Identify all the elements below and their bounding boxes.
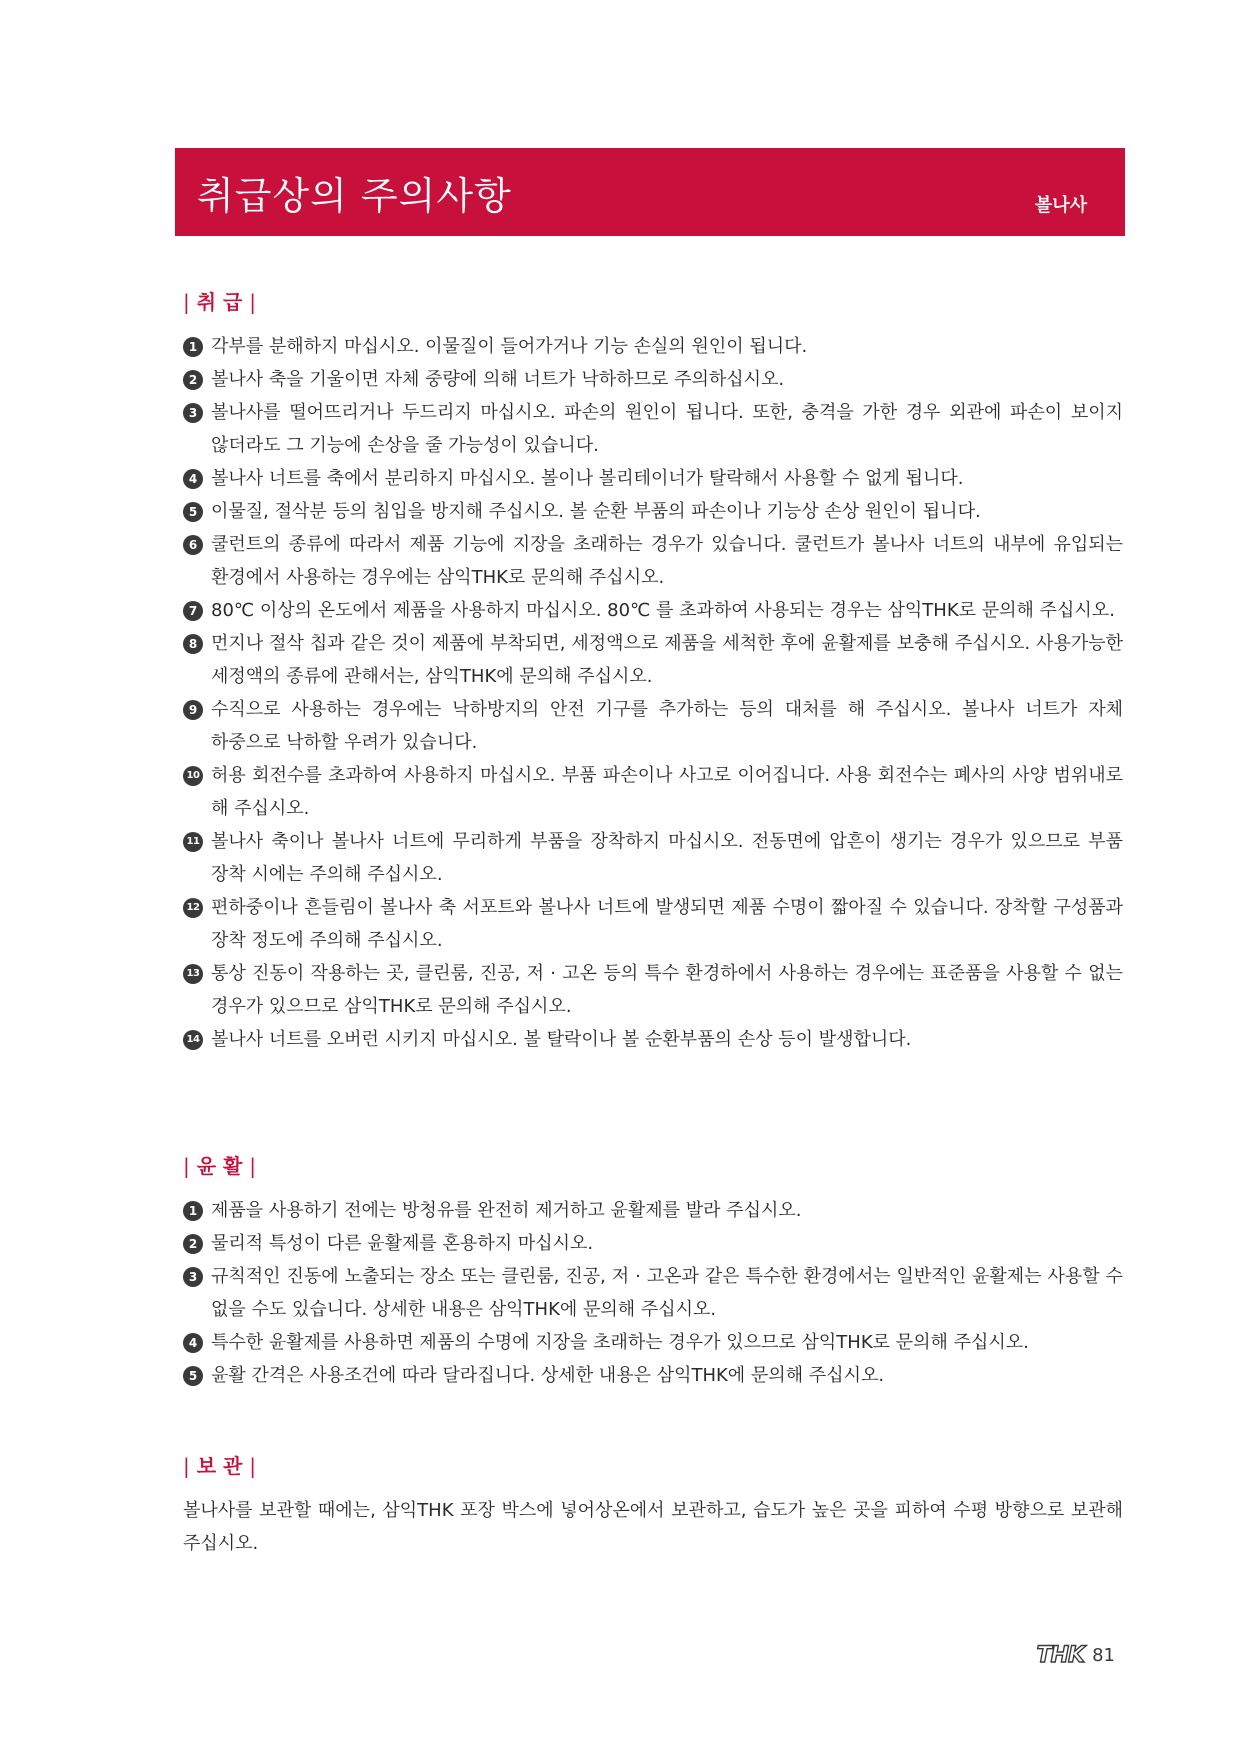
list-item	[183, 330, 1123, 363]
item-number-badge: 8	[183, 634, 203, 654]
heading-text: 보 관	[196, 1454, 243, 1478]
item-text: 볼나사를 떨어뜨리거나 두드리지 마십시오. 파손의 원인이 됩니다. 또한, 충격을 가한 경우 외관에 파손이 보이지 않더라도 그 기능에 손상을 줄 가능성이 있습니다.	[211, 402, 1123, 456]
section-heading	[183, 1452, 1123, 1480]
list-item	[183, 759, 1123, 825]
heading-bar: |	[183, 290, 190, 314]
item-text: 볼나사 너트를 축에서 분리하지 마십시오. 볼이나 볼리테이너가 탈락해서 사용할 수 없게 됩니다.	[211, 468, 964, 489]
list-item	[183, 1260, 1123, 1326]
list-item	[183, 627, 1123, 693]
item-number-badge: 3	[183, 403, 203, 423]
page-subtitle: 볼나사	[1034, 195, 1087, 216]
storage-text: 볼나사를 보관할 때에는, 삼익THK 포장 박스에 넣어상온에서 보관하고, 습도가 높은 곳을 피하여 수평 방향으로 보관해 주십시오.	[183, 1500, 1123, 1554]
list-item	[183, 1023, 1123, 1056]
item-number-badge: 5	[183, 1366, 203, 1386]
item-text: 각부를 분해하지 마십시오. 이물질이 들어가거나 기능 손실의 원인이 됩니다.	[211, 336, 808, 357]
item-number-badge: 13	[183, 964, 203, 984]
item-text: 이물질, 절삭분 등의 침입을 방지해 주십시오. 볼 순환 부품의 파손이나 기능상 손상 원인이 됩니다.	[211, 501, 981, 522]
handling-list	[183, 330, 1123, 1056]
title-banner	[175, 148, 1125, 236]
item-number-badge: 2	[183, 370, 203, 390]
lubrication-list	[183, 1194, 1123, 1392]
item-number-badge: 4	[183, 1333, 203, 1353]
item-number-badge: 4	[183, 469, 203, 489]
item-text: 볼나사 축이나 볼나사 너트에 무리하게 부품을 장착하지 마십시오. 전동면에 압흔이 생기는 경우가 있으므로 부품 장착 시에는 주의해 주십시오.	[211, 831, 1123, 885]
item-text: 통상 진동이 작용하는 곳, 클린룸, 진공, 저 · 고온 등의 특수 환경하에서 사용하는 경우에는 표준품을 사용할 수 없는 경우가 있으므로 삼익THK로 문의해 주십시오.	[211, 963, 1123, 1017]
item-text: 쿨런트의 종류에 따라서 제품 기능에 지장을 초래하는 경우가 있습니다. 쿨런트가 볼나사 너트의 내부에 유입되는 환경에서 사용하는 경우에는 삼익THK로 문의해 주십시오.	[211, 534, 1123, 588]
item-text: 볼나사 너트를 오버런 시키지 마십시오. 볼 탈락이나 볼 순환부품의 손상 등이 발생합니다.	[211, 1029, 912, 1050]
item-text: 허용 회전수를 초과하여 사용하지 마십시오. 부품 파손이나 사고로 이어집니다. 사용 회전수는 폐사의 사양 범위내로 해 주십시오.	[211, 765, 1123, 819]
item-number-badge: 10	[183, 766, 203, 786]
lubrication-section	[183, 1152, 1123, 1392]
heading-bar: |	[183, 1154, 190, 1178]
list-item	[183, 1326, 1123, 1359]
item-number-badge: 14	[183, 1030, 203, 1050]
item-number-badge: 1	[183, 1201, 203, 1221]
heading-bar: |	[183, 1454, 190, 1478]
list-item	[183, 1194, 1123, 1227]
list-item	[183, 528, 1123, 594]
item-number-badge: 2	[183, 1234, 203, 1254]
item-text: 제품을 사용하기 전에는 방청유를 완전히 제거하고 윤활제를 발라 주십시오.	[211, 1200, 802, 1221]
item-number-badge: 6	[183, 535, 203, 555]
list-item	[183, 363, 1123, 396]
list-item	[183, 825, 1123, 891]
item-number-badge: 9	[183, 700, 203, 720]
page-title: 취급상의 주의사항	[197, 174, 512, 218]
item-number-badge: 3	[183, 1267, 203, 1287]
item-text: 특수한 윤활제를 사용하면 제품의 수명에 지장을 초래하는 경우가 있으므로 삼익THK로 문의해 주십시오.	[211, 1332, 1029, 1353]
item-text: 편하중이나 흔들림이 볼나사 축 서포트와 볼나사 너트에 발생되면 제품 수명이 짧아질 수 있습니다. 장착할 구성품과 장착 정도에 주의해 주십시오.	[211, 897, 1123, 951]
list-item	[183, 1227, 1123, 1260]
item-number-badge: 7	[183, 601, 203, 621]
heading-bar: |	[249, 290, 257, 314]
item-text: 수직으로 사용하는 경우에는 낙하방지의 안전 기구를 추가하는 등의 대처를 해 주십시오. 볼나사 너트가 자체 하중으로 낙하할 우려가 있습니다.	[211, 699, 1123, 753]
list-item	[183, 1359, 1123, 1392]
handling-section	[183, 288, 1123, 1056]
item-text: 윤활 간격은 사용조건에 따라 달라집니다. 상세한 내용은 삼익THK에 문의해 주십시오.	[211, 1365, 885, 1386]
list-item	[183, 462, 1123, 495]
item-number-badge: 1	[183, 337, 203, 357]
section-heading	[183, 288, 1123, 316]
heading-text: 취 급	[196, 290, 243, 314]
item-number-badge: 5	[183, 502, 203, 522]
item-text: 규칙적인 진동에 노출되는 장소 또는 클린룸, 진공, 저 · 고온과 같은 특수한 환경에서는 일반적인 윤활제는 사용할 수 없을 수도 있습니다. 상세한 내용은 삼익THK에 문의해 주십시오.	[211, 1266, 1123, 1320]
list-item	[183, 693, 1123, 759]
thk-logo: THK	[1036, 1642, 1085, 1668]
list-item	[183, 495, 1123, 528]
heading-text: 윤 활	[196, 1154, 243, 1178]
item-text: 먼지나 절삭 칩과 같은 것이 제품에 부착되면, 세정액으로 제품을 세척한 후에 윤활제를 보충해 주십시오. 사용가능한 세정액의 종류에 관해서는, 삼익THK에 문의해 주십시오.	[211, 633, 1123, 687]
section-heading	[183, 1152, 1123, 1180]
heading-bar: |	[249, 1154, 257, 1178]
item-text: 80℃ 이상의 온도에서 제품을 사용하지 마십시오. 80℃ 를 초과하여 사용되는 경우는 삼익THK로 문의해 주십시오.	[211, 600, 1115, 621]
item-number-badge: 12	[183, 898, 203, 918]
page-footer	[1037, 1640, 1115, 1670]
item-text: 볼나사 축을 기울이면 자체 중량에 의해 너트가 낙하하므로 주의하십시오.	[211, 369, 785, 390]
item-text: 물리적 특성이 다른 윤활제를 혼용하지 마십시오.	[211, 1233, 594, 1254]
page-number: 81	[1092, 1644, 1115, 1666]
list-item	[183, 396, 1123, 462]
heading-bar: |	[249, 1454, 257, 1478]
item-number-badge: 11	[183, 832, 203, 852]
list-item	[183, 891, 1123, 957]
storage-section	[183, 1452, 1123, 1560]
list-item	[183, 594, 1123, 627]
list-item	[183, 957, 1123, 1023]
